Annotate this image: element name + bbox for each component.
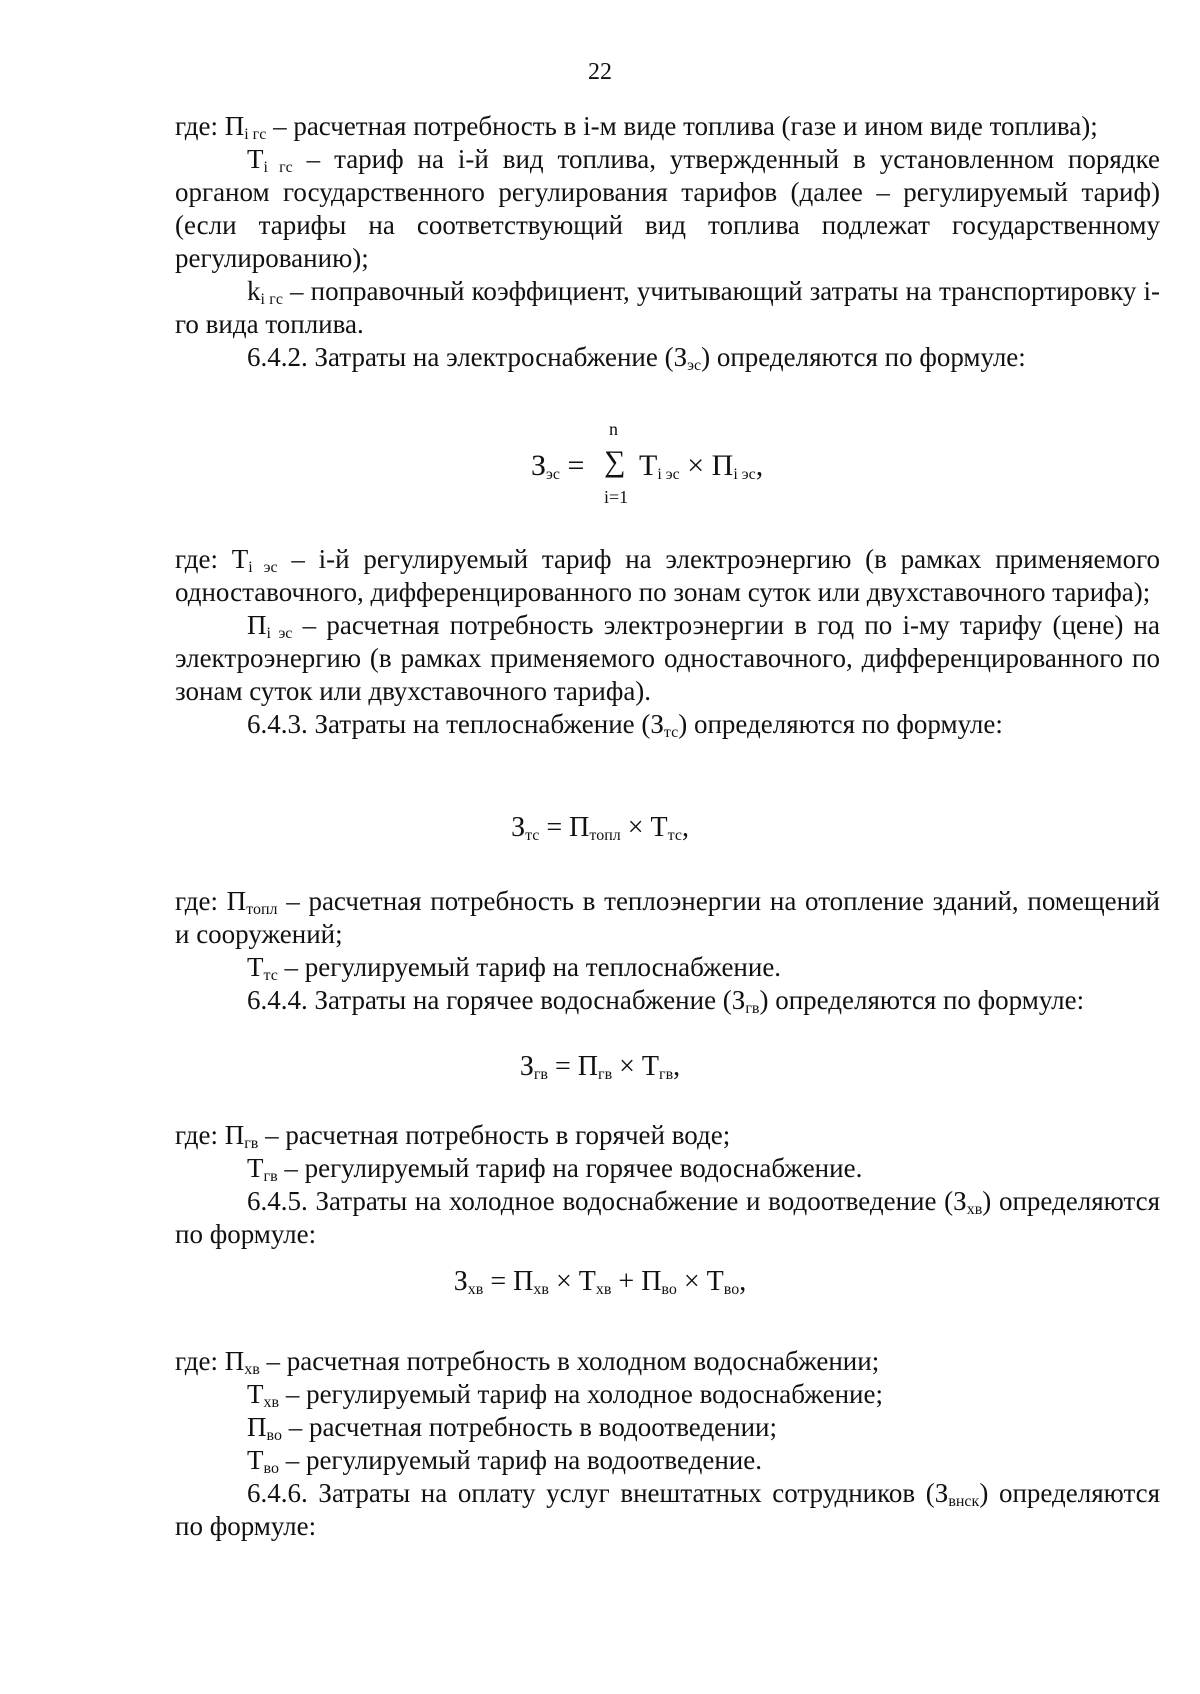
cold-water-formula: Зхв = Пхв × Тхв + Пво × Тво, — [453, 1266, 747, 1298]
formula-rhs: Тi эс × Пi эс, — [639, 449, 764, 483]
hot-water-tariff-definition: Тгв – регулируемый тариф на горячее водоснабжение. — [247, 1153, 863, 1185]
heating-need-definition: где: Птопл – расчетная потребность в теплоэнергии на отопление зданий, помещений и сооружений; — [175, 886, 1160, 949]
heating-formula: Зтс = Птопл × Ттс, — [511, 812, 689, 844]
fuel-need-definition: где: Пi гс – расчетная потребность в i-м виде топлива (газе и ином виде топлива); — [175, 111, 1098, 143]
sum-lower-limit: i=1 — [604, 487, 629, 507]
sum-symbol: ∑ — [604, 445, 626, 478]
formula-lhs: Зэс = — [531, 449, 585, 483]
cold-water-definitions — [175, 1345, 1160, 1543]
heating-definitions — [175, 885, 1160, 1017]
page-number: 22 — [588, 59, 612, 85]
section-643-heading: 6.4.3. Затраты на теплоснабжение (Зтс) определяются по формуле: — [247, 709, 1003, 741]
fuel-definitions — [175, 110, 1160, 374]
hot-water-definitions — [175, 1119, 1160, 1251]
sum-upper-limit: n — [609, 419, 618, 439]
hot-water-need-definition: где: Пгв – расчетная потребность в горячей воде; — [175, 1120, 731, 1152]
section-644-heading: 6.4.4. Затраты на горячее водоснабжение (Згв) определяются по формуле: — [247, 985, 1085, 1017]
fuel-coefficient-definition: ki гс – поправочный коэффициент, учитывающий затраты на транспортировку i-го вида топлива. — [175, 276, 1160, 339]
section-642-heading: 6.4.2. Затраты на электроснабжение (Зэс) определяются по формуле: — [247, 342, 1026, 374]
electricity-need-definition: Пi эс – расчетная потребность электроэнергии в год по i-му тарифу (цене) на электроэнергию (в рамках применяемого одноставочного, дифференцированного по зонам суток или двухставочного тарифа). — [175, 610, 1160, 706]
drainage-need-definition: Пво – расчетная потребность в водоотведении; — [247, 1412, 778, 1444]
cold-water-tariff-definition: Тхв – регулируемый тариф на холодное водоснабжение; — [247, 1379, 883, 1411]
cold-water-need-definition: где: Пхв – расчетная потребность в холодном водоснабжении; — [175, 1346, 880, 1378]
section-645-heading: 6.4.5. Затраты на холодное водоснабжение и водоотведение (Зхв) определяются по формуле: — [175, 1186, 1160, 1249]
section-646-heading: 6.4.6. Затраты на оплату услуг внештатных сотрудников (Звнск) определяются по формуле: — [175, 1478, 1161, 1541]
electricity-tariff-definition: где: Тi эс – i-й регулируемый тариф на электроэнергию (в рамках применяемого одноставочного, дифференцированного по зонам суток или двухставочного тарифа); — [175, 544, 1160, 607]
drainage-tariff-definition: Тво – регулируемый тариф на водоотведение. — [247, 1445, 762, 1477]
electricity-definitions — [175, 543, 1160, 741]
fuel-tariff-definition: Тi гс – тариф на i-й вид топлива, утвержденный в установленном порядке органом государственного регулирования тарифов (далее – регулируемый тариф) (если тарифы на соответствующий вид топлива подлежат государственному регулированию); — [175, 144, 1160, 273]
hot-water-formula: Згв = Пгв × Тгв, — [519, 1051, 681, 1083]
electricity-formula — [531, 418, 851, 518]
heating-tariff-definition: Ттс – регулируемый тариф на теплоснабжение. — [247, 952, 782, 984]
